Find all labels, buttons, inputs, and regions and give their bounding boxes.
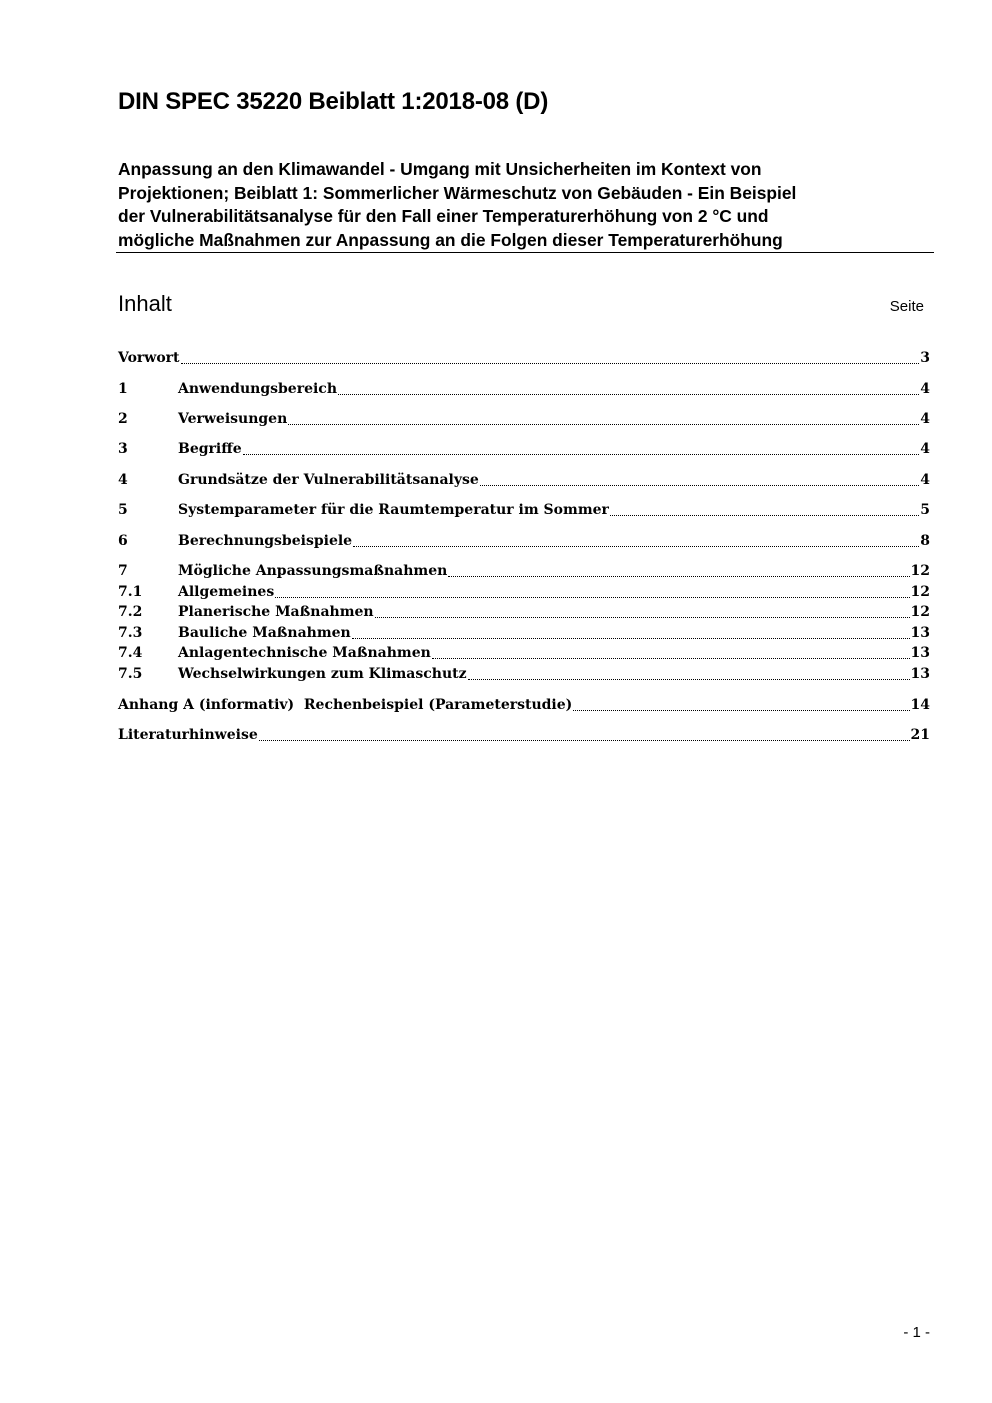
toc-entry-7-5[interactable]	[118, 664, 930, 684]
toc-entry-number: 6	[118, 533, 128, 549]
toc-leader-dots	[480, 484, 919, 486]
toc-entry-title: Anlagentechnische Maßnahmen	[178, 645, 431, 661]
document-title: DIN SPEC 35220 Beiblatt 1:2018-08 (D)	[118, 88, 549, 115]
toc-entry-number: 7.3	[118, 625, 143, 641]
toc-page-label: Seite	[889, 298, 924, 315]
title-divider	[116, 252, 934, 253]
toc-entry-title: Anwendungsbereich	[178, 381, 337, 397]
toc-leader-dots	[468, 678, 910, 680]
toc-entry-page: 12	[910, 604, 930, 620]
toc-entry-page: 8	[920, 533, 930, 549]
toc-entry-number: 5	[118, 502, 128, 518]
toc-leader-dots	[259, 739, 910, 741]
toc-entry-number: 7.2	[118, 604, 143, 620]
toc-entry-4[interactable]	[118, 470, 930, 490]
toc-entry-2[interactable]	[118, 409, 930, 429]
toc-leader-dots	[243, 453, 920, 455]
toc-entry-page: 12	[910, 563, 930, 579]
toc-entry-page: 13	[910, 645, 930, 661]
toc-entry-7-3[interactable]	[118, 623, 930, 643]
toc-entry-bibliography[interactable]	[118, 725, 930, 745]
toc-entry-page: 4	[920, 381, 930, 397]
toc-leader-dots	[338, 393, 919, 395]
toc-entry-7-2[interactable]	[118, 602, 930, 622]
toc-entry-page: 14	[910, 697, 930, 713]
toc-entry-title: Berechnungsbeispiele	[178, 533, 353, 549]
toc-entry-number: 7.5	[118, 666, 143, 682]
toc-entry-title: Mögliche Anpassungsmaßnahmen	[178, 563, 448, 579]
toc-entry-title: Systemparameter für die Raumtemperatur im Sommer	[178, 502, 609, 518]
toc-entry-number: 3	[118, 441, 128, 457]
toc-entry-title: Allgemeines	[178, 584, 275, 600]
toc-entry-title: Literaturhinweise	[118, 727, 258, 743]
toc-entry-page: 5	[920, 502, 930, 518]
toc-leader-dots	[610, 514, 919, 516]
toc-entry-vorwort[interactable]	[118, 348, 930, 368]
toc-entry-number: 7.4	[118, 645, 143, 661]
toc-entry-3[interactable]	[118, 439, 930, 459]
toc-leader-dots	[353, 545, 919, 547]
toc-entry-7-4[interactable]	[118, 643, 930, 663]
toc-entry-page: 13	[910, 666, 930, 682]
toc-leader-dots	[432, 657, 910, 659]
toc-entry-page: 13	[910, 625, 930, 641]
toc-entry-title: Anhang A (informativ) Rechenbeispiel (Parameterstudie)	[118, 697, 573, 713]
subtitle-line: der Vulnerabilitätsanalyse für den Fall einer Temperaturerhöhung von 2 °C und	[118, 206, 769, 226]
toc-entry-6[interactable]	[118, 531, 930, 551]
toc-leader-dots	[288, 423, 919, 425]
toc-leader-dots	[275, 596, 909, 598]
subtitle-line: Projektionen; Beiblatt 1: Sommerlicher Wärmeschutz von Gebäuden - Ein Beispiel	[118, 182, 797, 203]
toc-entry-7-1[interactable]	[118, 582, 930, 602]
toc-entry-title: Grundsätze der Vulnerabilitätsanalyse	[178, 472, 479, 488]
toc-leader-dots	[352, 637, 910, 639]
toc-entry-number: 1	[118, 381, 128, 397]
toc-leader-dots	[181, 362, 920, 364]
toc-entry-title: Wechselwirkungen zum Klimaschutz	[178, 666, 467, 682]
toc-entry-page: 4	[920, 441, 930, 457]
toc-entry-1[interactable]	[118, 379, 930, 399]
toc-entry-page: 21	[910, 727, 930, 743]
toc-entry-7[interactable]	[118, 561, 930, 581]
toc-entry-page: 4	[920, 472, 930, 488]
toc-entry-page: 12	[910, 584, 930, 600]
toc-entry-number: 4	[118, 472, 128, 488]
toc-entry-page: 4	[920, 411, 930, 427]
toc-leader-dots	[573, 709, 909, 711]
toc-heading: Inhalt	[118, 291, 172, 316]
toc-entry-title: Begriffe	[178, 441, 242, 457]
toc-entry-number: 7	[118, 563, 128, 579]
toc-entry-title: Verweisungen	[178, 411, 288, 427]
toc-entry-page: 3	[920, 350, 930, 366]
toc-entry-title: Planerische Maßnahmen	[178, 604, 374, 620]
toc-entry-title: Vorwort	[118, 350, 180, 366]
toc-entry-annex-a[interactable]	[118, 695, 930, 715]
subtitle-line: mögliche Maßnahmen zur Anpassung an die Folgen dieser Temperaturerhöhung	[118, 229, 783, 250]
toc-entry-5[interactable]	[118, 500, 930, 520]
toc-entry-number: 2	[118, 411, 128, 427]
toc-entry-title: Bauliche Maßnahmen	[178, 625, 351, 641]
subtitle-line: Anpassung an den Klimawandel - Umgang mit Unsicherheiten im Kontext von	[118, 159, 762, 179]
document-subtitle	[118, 158, 796, 252]
toc-leader-dots	[448, 575, 909, 577]
toc-entry-number: 7.1	[118, 584, 143, 600]
toc-leader-dots	[375, 616, 910, 618]
page-number: - 1 -	[903, 1324, 930, 1341]
